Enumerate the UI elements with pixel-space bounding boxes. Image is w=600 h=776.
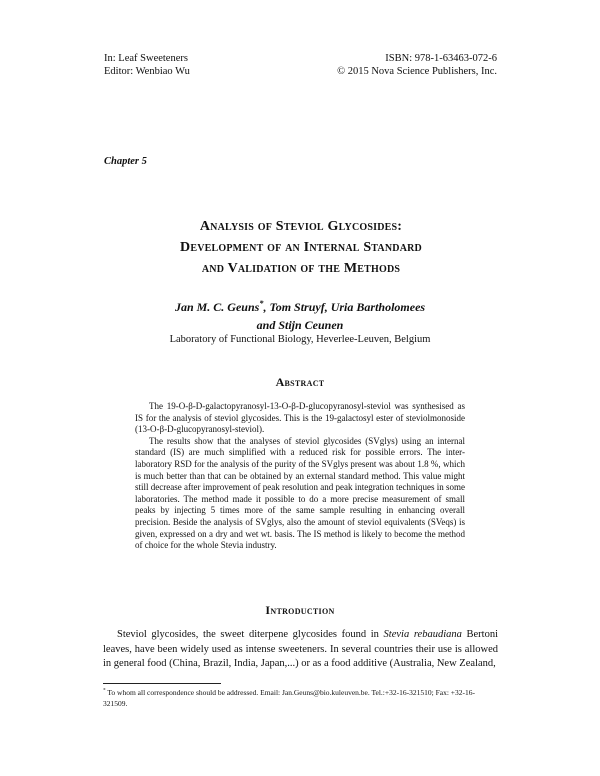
correspondence-mark: *: [259, 299, 264, 308]
footnote-rule: [103, 683, 221, 684]
other-authors: , Tom Struyf, Uria Bartholomees: [263, 300, 426, 314]
footnote: [103, 688, 498, 709]
publisher-line: © 2015 Nova Science Publishers, Inc.: [337, 66, 497, 77]
affiliation: Laboratory of Functional Biology, Heverlee-Leuven, Belgium: [169, 334, 431, 345]
running-header-left: [104, 52, 190, 78]
title-line-1: Analysis of Steviol Glycosides:: [199, 219, 403, 234]
introduction-paragraph: [103, 628, 498, 672]
introduction-heading: Introduction: [265, 603, 335, 617]
title-line-2: Development of an Internal Standard: [180, 240, 422, 255]
abstract-heading: Abstract: [275, 375, 325, 389]
intro-text-start: Steviol glycosides, the sweet diterpene glycosides found in: [117, 629, 384, 640]
title-line-3: and Validation of the Methods: [201, 261, 401, 276]
footnote-mark: *: [103, 687, 106, 694]
introduction-body: [103, 628, 498, 672]
editor-line: Editor: Wenbiao Wu: [104, 66, 190, 77]
book-title: In: Leaf Sweeteners: [104, 53, 188, 64]
abstract-paragraph-1: The 19-O-β-D-galactopyranosyl-13-O-β-D-glucopyranosyl-steviol was synthesised as IS for the analysis of steviol glycosides. This is the 19-galactosyl ester of steviolmonoside (13-O-β-D-glucopyranosyl-steviol).: [135, 401, 465, 435]
first-author: Jan M. C. Geuns: [174, 300, 260, 314]
paper-title: [90, 216, 512, 279]
abstract-paragraph-2: The results show that the analyses of steviol glycosides (SVglys) using an internal standard (IS) are much simplified with a reduced risk for possible errors. The inter-laboratory RSD for the analysis of the purity of the SVglys present was about 1.8 %, which is much better than that can be obtained by an external standard method. This value might still decrease after improvement of peak resolution and peak integration techniques in some laboratories. The method made it possible to do a more precise measurement of small peaks by injecting 5 times more of the same sample resulting in enhancing overall precision. Beside the analysis of SVglys, also the amount of steviol equivalents (SVeqs) is given, expressed on a dry and wet wt. basis. The IS method is likely to become the method of choice for the whole Stevia industry.: [135, 435, 465, 551]
footnote-text: To whom all correspondence should be addressed. Email: Jan.Geuns@bio.kuleuven.be. Tel.:+32-16-321510; Fax: +32-16-321509.: [103, 688, 476, 708]
running-header-right: [337, 52, 497, 78]
isbn-line: ISBN: 978-1-63463-072-6: [385, 53, 497, 64]
species-name: Stevia rebaudiana: [383, 629, 462, 640]
abstract-body: [135, 401, 465, 552]
last-author-line: and Stijn Ceunen: [256, 318, 344, 332]
intro-text-end: Bertoni leaves, have been widely used as intense sweeteners. In several countries their use is allowed in general food (China, Brazil, India, Japan,...) or as a food additive (Australia, New Zealand,: [103, 629, 498, 670]
author-list: [100, 298, 500, 334]
chapter-label: Chapter 5: [104, 156, 147, 167]
